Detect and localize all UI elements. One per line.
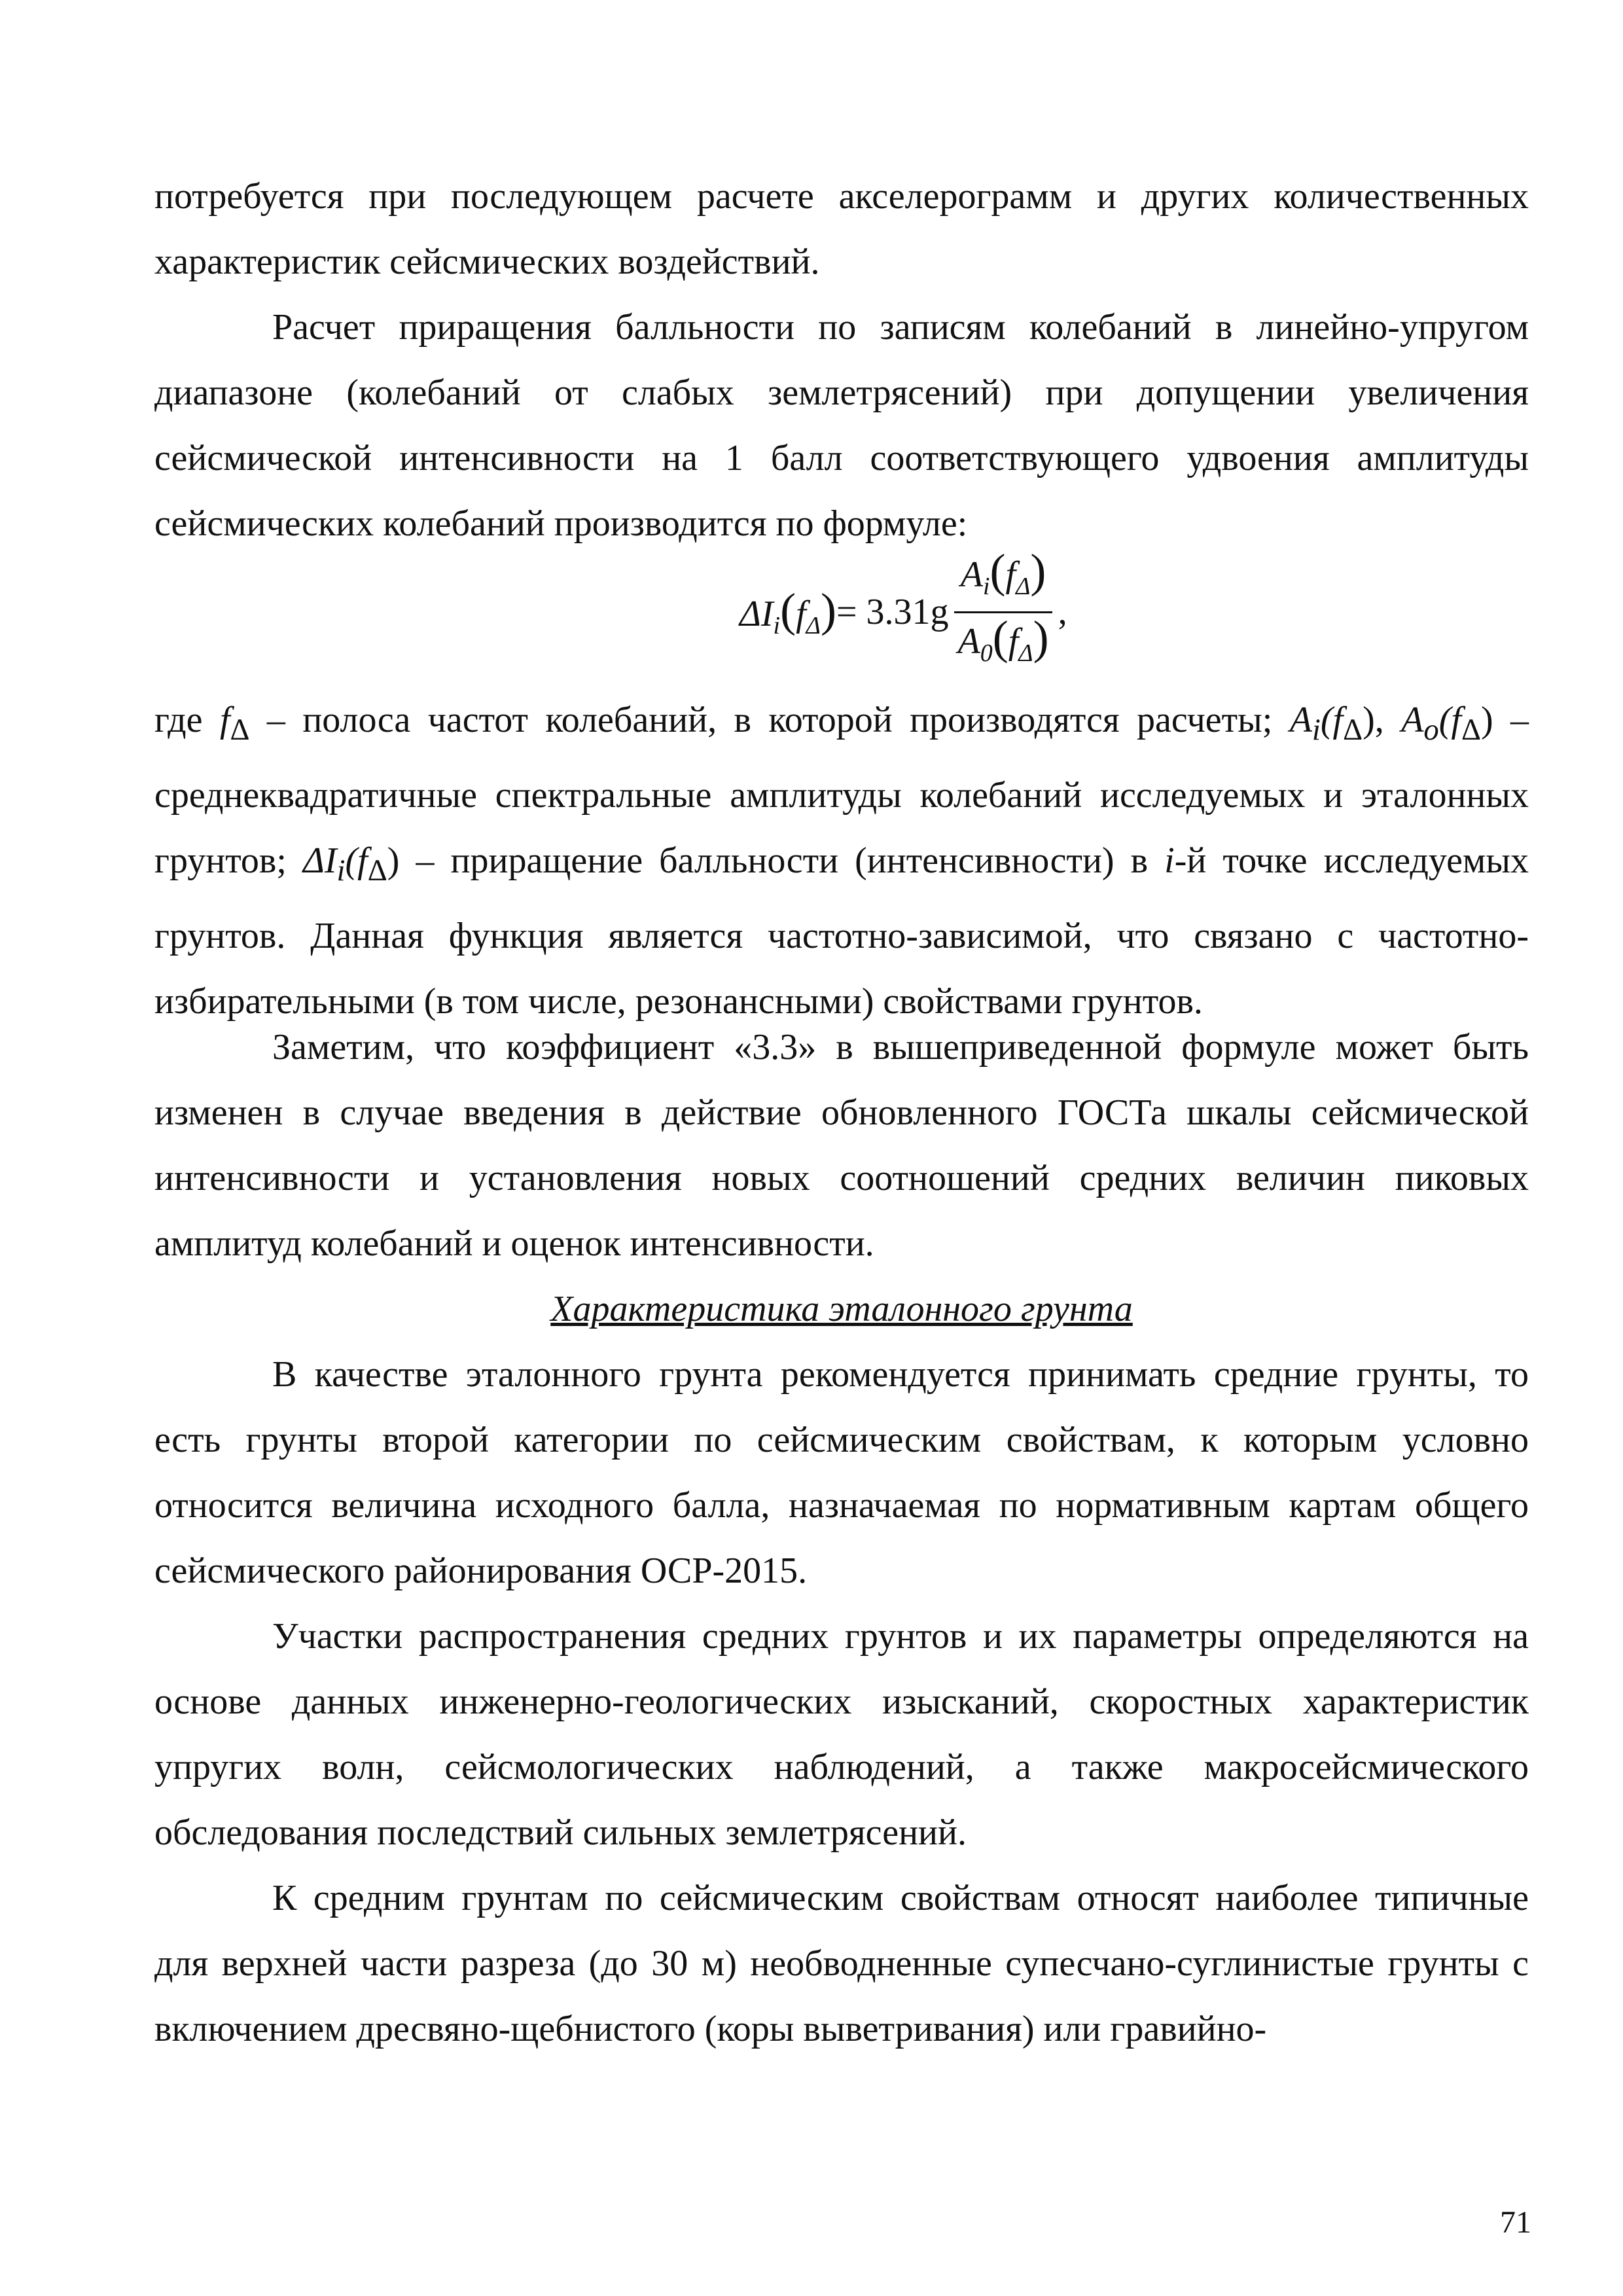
paragraph-3: где $f_\Delta$ – полоса частот колебаний, в которой производятся расчеты; $A_i(f_\Delta)$, $A_o(f_\Delta)$ – среднеквадратичные спектральные амплитуды колебаний исследуемых и эталонных грунтов; $\Delta I_i(f_\Delta)$ – приращение балльности (интенсивности) в i-й точке исследуемых грунтов. Данная функция является частотно-зависимой, что связано с частотно-избирательными (в том числе, резонансными) свойствами грунтов. <box>154 700 1529 1022</box>
paragraph-5: В качестве эталонного грунта рекомендуется принимать средние грунты, то есть грунты второй категории по сейсмическим свойствам, к которым условно относится величина исходного балла, назначаемая по нормативным картам общего сейсмического районирования ОСР-2015. <box>154 1354 1529 1591</box>
formula-coefficient: = 3.31g <box>836 592 949 632</box>
formula-lhs: $\Delta I_i(f_\Delta)$ <box>740 584 836 640</box>
paragraph-4: Заметим, что коэффициент «3.3» в вышеприведенной формуле может быть изменен в случае введения в действие обновленного ГОСТа шкалы сейсмической интенсивности и установления новых соотношений средних величин пиковых амплитуд колебаний и оценок интенсивности. <box>154 1027 1529 1264</box>
paragraph-block-3 <box>154 687 1529 1034</box>
paragraph-1: потребуется при последующем расчете акселерограмм и других количественных характеристик сейсмических воздействий. <box>154 176 1529 282</box>
paragraph-2: Расчет приращения балльности по записям колебаний в линейно-упругом диапазоне (колебаний от слабых землетрясений) при допущении увеличения сейсмической интенсивности на 1 балл соответствующего удвоения амплитуды сейсмических колебаний производится по формуле: <box>154 307 1529 544</box>
page-number: 71 <box>1500 2205 1531 2240</box>
paragraph-7: К средним грунтам по сейсмическим свойствам относят наиболее типичные для верхней части разреза (до 30 м) необводненные супесчано-суглинистые грунты с включением дресвяно-щебнистого (коры выветривания) или гравийно- <box>154 1878 1529 2049</box>
formula-numerator: $A_i(f_\Delta)$ <box>954 549 1053 613</box>
paragraph-6: Участки распространения средних грунтов и их параметры определяются на основе данных инженерно-геологических изысканий, скоростных характеристик упругих волн, сейсмологических наблюдений, а также макросейсмического обследования последствий сильных землетрясений. <box>154 1616 1529 1853</box>
formula-denominator: $A_0(f_\Delta)$ <box>957 611 1049 667</box>
paragraph-block-4 <box>154 1014 1529 1276</box>
section-heading: Характеристика эталонного грунта <box>550 1289 1133 1329</box>
formula-fraction <box>952 545 1056 674</box>
paragraph-block-5 <box>154 1342 1529 1604</box>
formula-comma: , <box>1058 592 1067 632</box>
paragraph-block-2 <box>154 295 1529 556</box>
paragraph-block-7 <box>154 1865 1529 2062</box>
formula-intensity-increment <box>740 545 1067 671</box>
paragraph-continuation <box>154 164 1529 295</box>
paragraph-block-6 <box>154 1604 1529 1865</box>
